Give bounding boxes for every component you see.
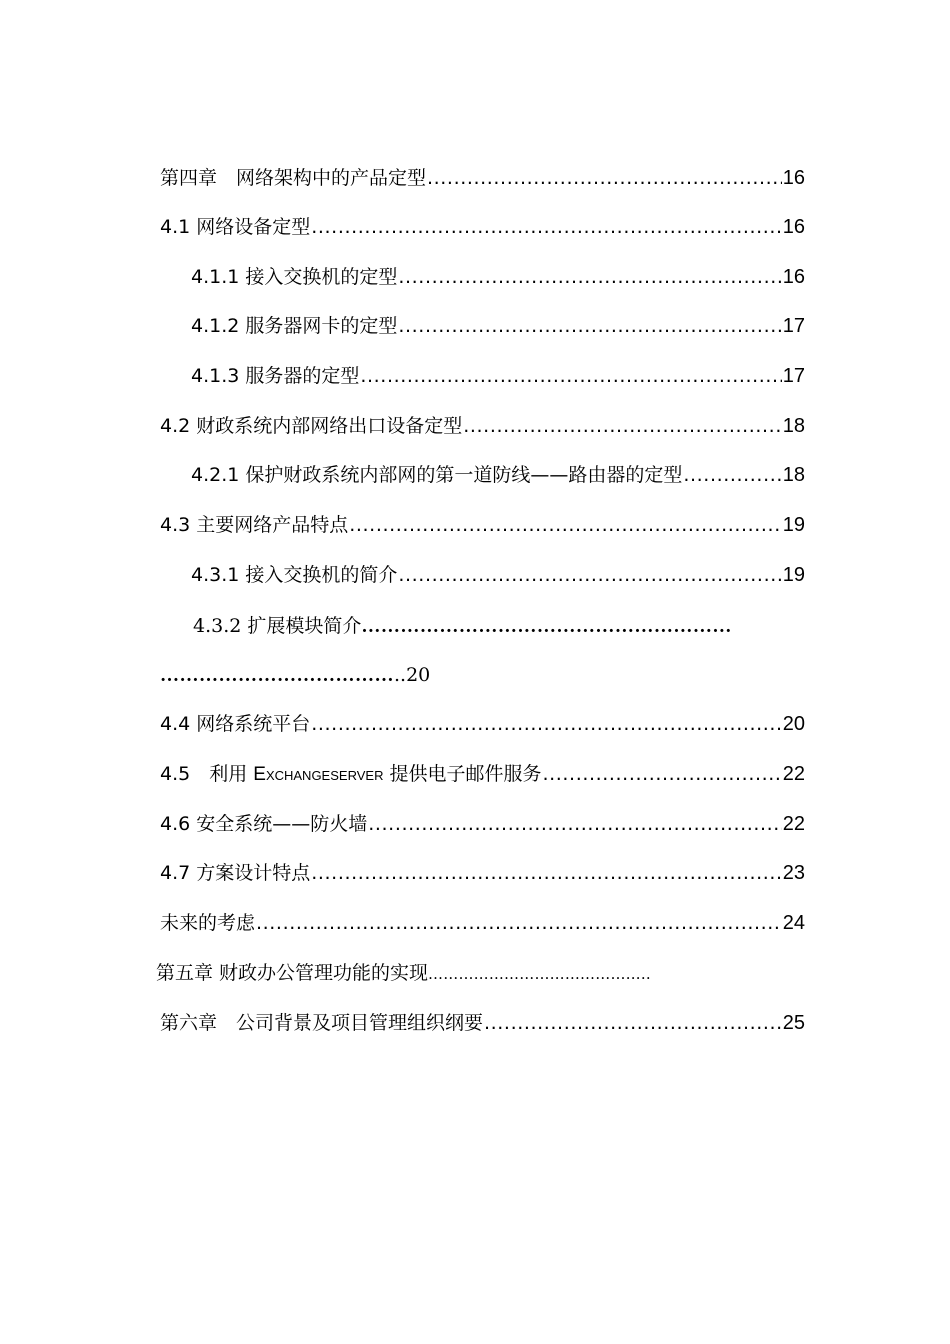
toc-entry-label: 第六章 公司背景及项目管理组织纲要 (160, 1012, 484, 1034)
toc-entry-chapter-5[interactable] (156, 958, 816, 988)
toc-page-number: 16 (782, 216, 805, 238)
toc-entry-label: 4.6 安全系统——防火墙 (160, 813, 368, 835)
toc-entry-label: 4.1 网络设备定型 (160, 216, 311, 238)
toc-page-number: 16 (782, 167, 805, 189)
toc-page-number: 18 (782, 415, 805, 437)
toc-page-number: 22 (782, 813, 805, 835)
toc-entry-chapter-6[interactable] (160, 1008, 805, 1038)
toc-entry-label: 4.3.2 扩展模块简介 (193, 615, 362, 637)
toc-dot-leader (349, 510, 781, 540)
toc-page-number: 19 (782, 514, 805, 536)
toc-entry-label: 未来的考虑 (160, 912, 256, 934)
toc-entry-4-1-3[interactable] (191, 361, 805, 391)
toc-page-number: 17 (782, 315, 805, 337)
toc-dot-leader (543, 759, 782, 789)
toc-entry-label-prefix: 4.5 利用 (160, 763, 254, 785)
toc-entry-4-3[interactable] (160, 510, 805, 540)
toc-dot-leader (398, 262, 781, 292)
toc-entry-4-3-1[interactable] (191, 560, 805, 590)
toc-page-number: 22 (782, 763, 805, 785)
toc-dot-leader (311, 858, 781, 888)
toc-entry-4-7[interactable] (160, 858, 805, 888)
toc-entry-4-3-2[interactable] (193, 611, 793, 641)
toc-entry-label: 第四章 网络架构中的产品定型 (160, 167, 427, 189)
toc-page-number: 20 (782, 713, 805, 735)
toc-entry-4-5[interactable] (160, 759, 805, 789)
toc-entry-label: 4.4 网络系统平台 (160, 713, 311, 735)
toc-entry-label: 4.3.1 接入交换机的简介 (191, 564, 398, 586)
toc-dot-leader: ………………………………………………… (361, 616, 732, 637)
toc-dot-leader (368, 809, 781, 839)
toc-page-number: 16 (782, 266, 805, 288)
toc-dot-leader (311, 212, 781, 242)
toc-entry-4-2[interactable] (160, 411, 805, 441)
toc-dot-leader (311, 709, 781, 739)
toc-entry-4-3-2-continued (160, 660, 460, 690)
toc-entry-label-suffix: 提供电子邮件服务 (383, 763, 542, 785)
toc-entry-future-considerations[interactable] (160, 908, 805, 938)
toc-entry-label: 4.1.1 接入交换机的定型 (191, 266, 398, 288)
toc-entry-label: 4.3 主要网络产品特点 (160, 514, 349, 536)
toc-entry-4-1[interactable] (160, 212, 805, 242)
toc-page-number: 17 (782, 365, 805, 387)
toc-dot-leader: …………………………………….. (428, 965, 651, 983)
toc-entry-label: 4.1.2 服务器网卡的定型 (191, 315, 398, 337)
toc-entry-label-product: Exchangeserver (253, 764, 384, 785)
toc-entry-label: 4.1.3 服务器的定型 (191, 365, 360, 387)
toc-dot-leader (398, 311, 781, 341)
toc-page-number: 24 (782, 912, 805, 934)
toc-entry-4-2-1[interactable] (191, 460, 805, 490)
toc-dot-leader (683, 460, 781, 490)
toc-dot-leader (427, 163, 782, 193)
toc-entry-4-1-1[interactable] (191, 262, 805, 292)
toc-dot-leader (256, 908, 782, 938)
toc-entry-label: 4.2.1 保护财政系统内部网的第一道防线——路由器的定型 (191, 464, 683, 486)
toc-page-number: ..20 (394, 664, 431, 686)
toc-entry-4-6[interactable] (160, 809, 805, 839)
toc-entry-label: 第五章 财政办公管理功能的实现 (156, 962, 429, 984)
toc-dot-leader (360, 361, 781, 391)
toc-entry-chapter-4[interactable] (160, 163, 805, 193)
toc-dot-leader: ……………………………… (160, 665, 394, 686)
toc-page-number: 18 (782, 464, 805, 486)
toc-entry-4-1-2[interactable] (191, 311, 805, 341)
toc-dot-leader (463, 411, 781, 441)
toc-dot-leader (484, 1008, 782, 1038)
toc-page-number: 19 (782, 564, 805, 586)
toc-entry-label: 4.2 财政系统内部网络出口设备定型 (160, 415, 463, 437)
toc-dot-leader (398, 560, 781, 590)
toc-entry-label: 4.7 方案设计特点 (160, 862, 311, 884)
toc-entry-4-4[interactable] (160, 709, 805, 739)
toc-page-number: 25 (782, 1012, 805, 1034)
toc-entry-label (160, 759, 542, 790)
toc-page-number: 23 (782, 862, 805, 884)
